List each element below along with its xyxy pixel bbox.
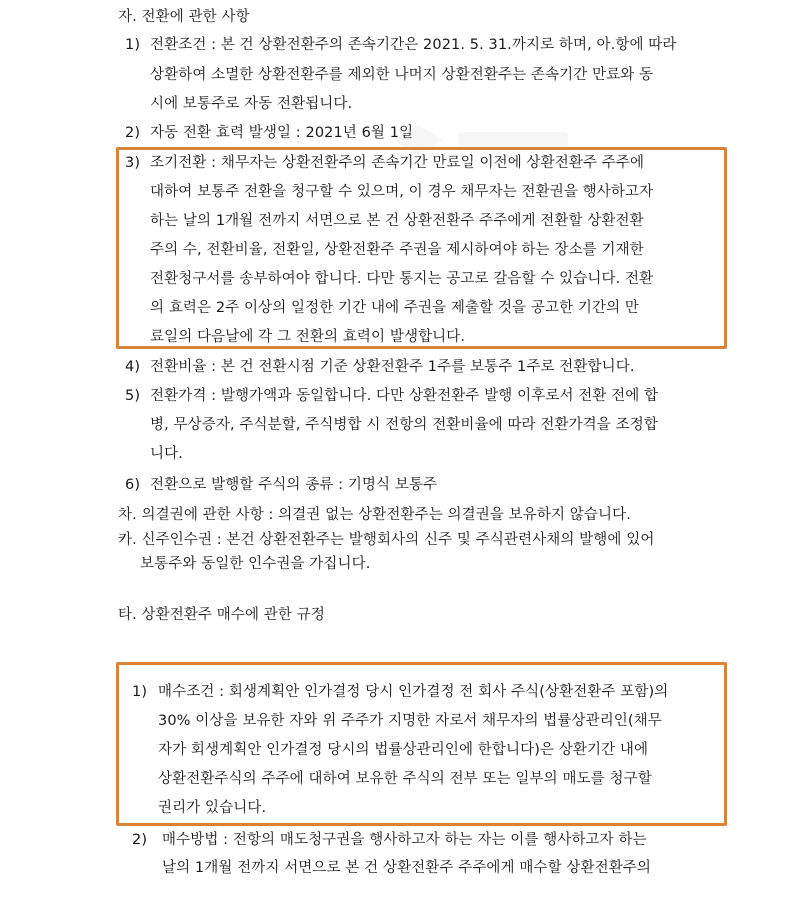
item-text-line: 전환가격 : 발행가액과 동일합니다. 다만 상환전환주 발행 이후로서 전환 전에 합: [150, 388, 659, 404]
item-text-line: 상환전환주식의 주주에 대하여 보유한 주식의 전부 또는 일부의 매도를 청구할: [158, 771, 652, 787]
item-text-line: 매수조건 : 회생계획안 인가결정 당시 인가결정 전 회사 주식(상환전환주 포함)의: [158, 684, 669, 700]
item-text-line: 전환청구서를 송부하여야 합니다. 다만 통지는 공고로 갈음할 수 있습니다. 전환: [150, 271, 654, 287]
item-number: 4): [125, 359, 141, 375]
item-text-line: 조기전환 : 채무자는 상환전환주의 존속기간 만료일 이전에 상환전환주 주주에: [150, 155, 645, 171]
item-text-line: 의 효력은 2주 이상의 일정한 기간 내에 주권을 제출할 것을 공고한 기간의 만: [150, 300, 640, 316]
item-text-line: 날의 1개월 전까지 서면으로 본 건 상환전환주 주주에게 매수할 상환전환주의: [162, 860, 652, 876]
item-text-line: 상환하여 소멸한 상환전환주를 제외한 나머지 상환전환주는 존속기간 만료와 동: [150, 67, 654, 83]
item-number: 3): [125, 155, 141, 171]
section-preemptive-rights: 카. 신주인수권 : 본건 상환전환주는 발행회사의 신주 및 주식관련사채의 발행에 있어: [118, 532, 655, 548]
item-text-line: 권리가 있습니다.: [158, 800, 267, 816]
item-text-line: 전환으로 발행할 주식의 종류 : 기명식 보통주: [150, 477, 438, 493]
item-number: 2): [125, 125, 141, 141]
section-heading-ta: 타. 상환전환주 매수에 관한 규정: [118, 607, 325, 623]
item-text-line: 자가 회생계획안 인가결정 당시의 법률상관리인에 한합니다)은 상환기간 내에: [158, 742, 649, 758]
item-number: 1): [125, 37, 141, 53]
item-text-line: 주의 수, 전환비율, 전환일, 상환전환주 주권을 제시하여야 하는 장소를 기재한: [150, 242, 644, 258]
item-text-line: 전환조건 : 본 건 상환전환주의 존속기간은 2021. 5. 31.까지로 하며, 아.항에 따라: [150, 37, 677, 53]
section-voting-rights: 차. 의결권에 관한 사항 : 의결권 없는 상환전환주는 의결권을 보유하지 않습니다.: [118, 507, 631, 523]
item-number: 1): [132, 684, 148, 700]
item-number: 5): [125, 388, 141, 404]
item-text-line: 료일의 다음날에 각 그 전환의 효력이 발생합니다.: [150, 329, 466, 345]
item-text-line: 니다.: [150, 446, 183, 462]
item-number: 6): [125, 477, 141, 493]
item-text-line: 매수방법 : 전항의 매도청구권을 행사하고자 하는 자는 이를 행사하고자 하는: [162, 832, 647, 848]
section-heading-ja: 자. 전환에 관한 사항: [118, 9, 250, 25]
item-number: 2): [132, 832, 148, 848]
section-preemptive-rights-cont: 보통주와 동일한 인수권을 가집니다.: [140, 556, 371, 572]
item-text-line: 전환비율 : 본 건 전환시점 기준 상환전환주 1주를 보통주 1주로 전환합니다.: [150, 359, 635, 375]
item-text-line: 대하여 보통주 전환을 청구할 수 있으며, 이 경우 채무자는 전환권을 행사하고자: [150, 184, 654, 200]
item-text-line: 자동 전환 효력 발생일 : 2021년 6월 1일: [150, 125, 414, 141]
item-text-line: 하는 날의 1개월 전까지 서면으로 본 건 상환전환주 주주에게 전환할 상환전환: [150, 213, 644, 229]
item-text-line: 병, 무상증자, 주식분할, 주식병합 시 전항의 전환비율에 따라 전환가격을 조정합: [150, 417, 658, 433]
item-text-line: 시에 보통주로 자동 전환됩니다.: [150, 96, 353, 112]
item-text-line: 30% 이상을 보유한 자와 위 주주가 지명한 자로서 채무자의 법률상관리인(채무: [158, 713, 662, 729]
